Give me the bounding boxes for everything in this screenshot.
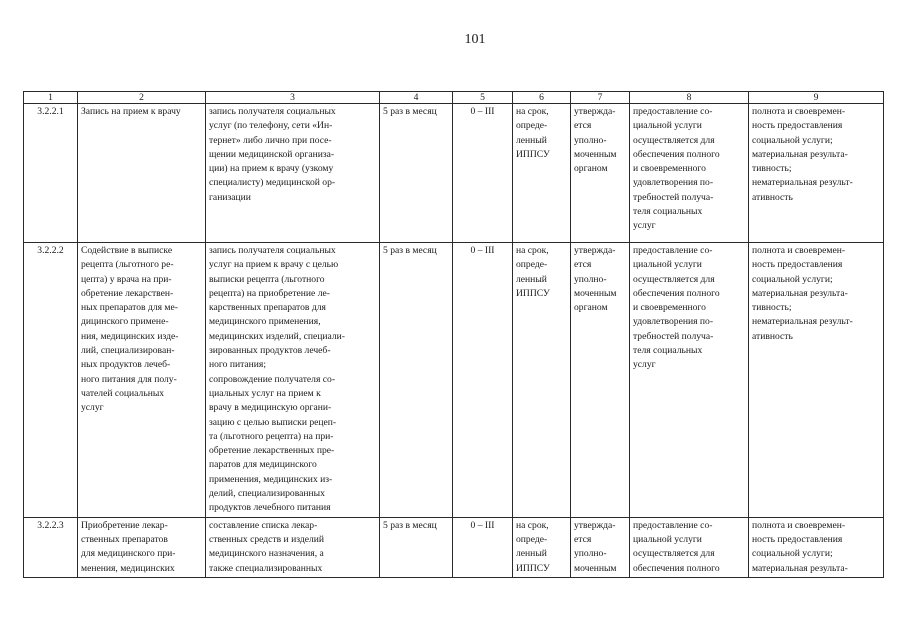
table-row xyxy=(24,104,884,243)
column-number: 3 xyxy=(206,92,380,104)
service-approval: утвержда- ется уполно- моченным органом xyxy=(571,104,630,243)
service-code: 3.2.2.3 xyxy=(24,517,78,577)
column-number-row xyxy=(24,92,884,104)
column-number: 8 xyxy=(630,92,749,104)
column-number: 9 xyxy=(749,92,884,104)
service-content: составление списка лекар- ственных средств и изделий медицинского назначения, а также специализированных xyxy=(206,517,380,577)
service-approval: утвержда- ется уполно- моченным органом xyxy=(571,243,630,518)
service-category: 0 – III xyxy=(453,517,513,577)
service-code: 3.2.2.1 xyxy=(24,104,78,243)
service-content: запись получателя социальных услуг на прием к врачу с целью выписки рецепта (льготного рецепта) на приобретение ле- карственных препаратов для медицинского применения, медицинских изделий, специали- зированных продуктов лечеб- ного питания; сопровождение получателя со- циальных услуг на прием к врачу в медицинскую органи- зацию с целью выписки рецеп- та (льготного рецепта) на при- обретение лекарственных пре- паратов для медицинского применения, медицинских из- делий, специализированных продуктов лечебного питания xyxy=(206,243,380,518)
service-conditions: предоставление со- циальной услуги осуществляется для обеспечения полного xyxy=(630,517,749,577)
service-term: на срок, опреде- ленный ИППСУ xyxy=(513,104,571,243)
service-content: запись получателя социальных услуг (по телефону, сети «Ин- тернет» либо лично при посе- щении медицинской организа- ции) на прием к врачу (узкому специалисту) медицинской ор- ганизации xyxy=(206,104,380,243)
table-row xyxy=(24,517,884,577)
service-conditions: предоставление со- циальной услуги осуществляется для обеспечения полного и своевременного удовлетворения по- требностей получа- теля социальных услуг xyxy=(630,243,749,518)
service-term: на срок, опреде- ленный ИППСУ xyxy=(513,243,571,518)
page-number: 101 xyxy=(464,32,486,47)
services-table xyxy=(23,91,884,578)
service-indicators: полнота и своевремен- ность предоставления социальной услуги; материальная результа- тивность; нематериальная результ- ативность xyxy=(749,104,884,243)
service-name: Приобретение лекар- ственных препаратов для медицинского при- менения, медицинских xyxy=(78,517,206,577)
service-volume: 5 раз в месяц xyxy=(380,517,453,577)
column-number: 7 xyxy=(571,92,630,104)
service-category: 0 – III xyxy=(453,104,513,243)
service-volume: 5 раз в месяц xyxy=(380,104,453,243)
service-term: на срок, опреде- ленный ИППСУ xyxy=(513,517,571,577)
column-number: 4 xyxy=(380,92,453,104)
service-indicators: полнота и своевремен- ность предоставления социальной услуги; материальная результа- xyxy=(749,517,884,577)
service-name: Запись на прием к врачу xyxy=(78,104,206,243)
table-row xyxy=(24,243,884,518)
column-number: 5 xyxy=(453,92,513,104)
service-code: 3.2.2.2 xyxy=(24,243,78,518)
service-indicators: полнота и своевремен- ность предоставления социальной услуги; материальная результа- тивность; нематериальная результ- ативность xyxy=(749,243,884,518)
column-number: 2 xyxy=(78,92,206,104)
column-number: 1 xyxy=(24,92,78,104)
column-number: 6 xyxy=(513,92,571,104)
service-category: 0 – III xyxy=(453,243,513,518)
service-conditions: предоставление со- циальной услуги осуществляется для обеспечения полного и своевременного удовлетворения по- требностей получа- теля социальных услуг xyxy=(630,104,749,243)
service-approval: утвержда- ется уполно- моченным xyxy=(571,517,630,577)
service-name: Содействие в выписке рецепта (льготного ре- цепта) у врача на при- обретение лекарствен- ных препаратов для ме- дицинского примене- ния, медицинских изде- лий, специализирован- ных продуктов лечеб- ного питания для полу- чателей социальных услуг xyxy=(78,243,206,518)
service-volume: 5 раз в месяц xyxy=(380,243,453,518)
